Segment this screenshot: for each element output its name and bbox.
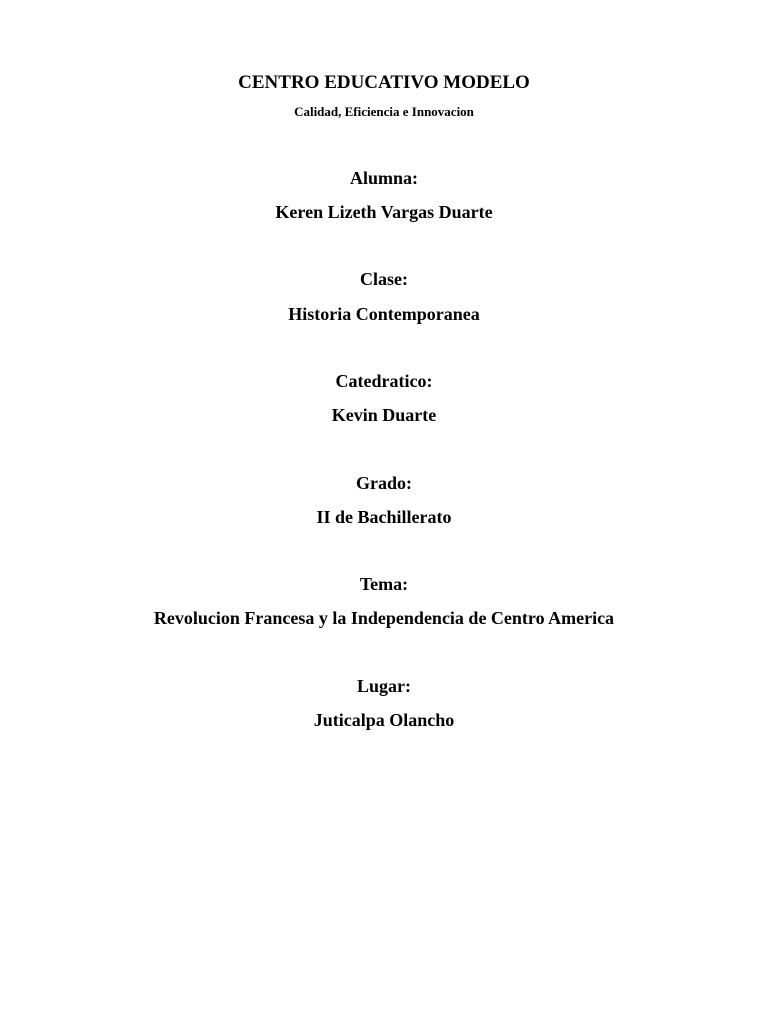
grade-value: II de Bachillerato: [316, 507, 452, 527]
place-label: Lugar:: [357, 676, 411, 696]
school-motto: Calidad, Eficiencia e Innovacion: [294, 104, 474, 119]
grade-label: Grado:: [356, 473, 412, 493]
student-label: Alumna:: [349, 168, 418, 188]
teacher-label: Catedratico:: [335, 371, 433, 391]
student-value: Keren Lizeth Vargas Duarte: [275, 202, 493, 222]
place-value: Juticalpa Olancho: [313, 710, 455, 730]
topic-label: Tema:: [359, 574, 409, 594]
class-value: Historia Contemporanea: [288, 304, 480, 324]
topic-value: Revolucion Francesa y la Independencia de Centro America: [153, 608, 615, 628]
school-name: CENTRO EDUCATIVO MODELO: [238, 72, 530, 93]
teacher-value: Kevin Duarte: [331, 405, 437, 425]
class-label: Clase:: [360, 269, 408, 289]
